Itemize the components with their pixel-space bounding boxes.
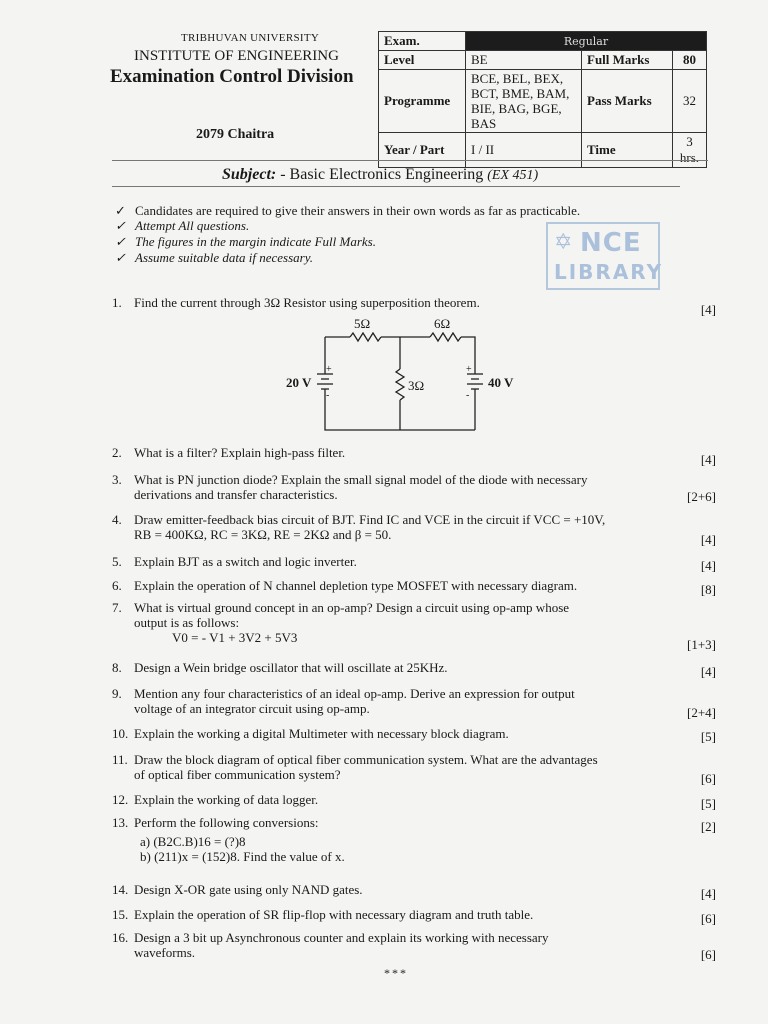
question-item [112,445,677,460]
marks-label: [4] [700,558,716,573]
programme-line: BIE, BAG, BGE, [471,101,562,116]
programme-line: BCE, BEL, BEX, [471,71,564,86]
pass-marks-value: 32 [673,70,707,133]
exam-info-table [378,31,707,168]
question-item [112,930,677,960]
check-icon: ✓ [115,218,126,233]
instruction-item: ✓ Candidates are required to give their answers in their own words as far as practicable. [115,203,581,218]
question-item [112,752,677,782]
label-v2: 40 V [488,375,514,390]
check-icon: ✓ [115,234,126,249]
instruction-item: ✓ The figures in the margin indicate Full Marks. [115,234,376,249]
institute-name: INSTITUTE OF ENGINEERING [134,48,339,64]
question-text: Explain the operation of SR flip-flop with necessary diagram and truth table. [134,907,534,922]
question-text: Explain the operation of N channel depletion type MOSFET with necessary diagram. [134,578,578,593]
resistor-3ohm [396,369,404,400]
question-text: Explain the working a digital Multimeter with necessary block diagram. [134,726,509,741]
question-text: RB = 400KΩ, RC = 3KΩ, RE = 2KΩ and β = 50. [134,527,392,542]
question-text: output is as follows: [134,615,240,630]
programme-line: BAS [471,116,497,131]
pass-marks-label: Pass Marks [582,70,673,133]
minus-sign: - [466,390,470,401]
question-number: 14. [112,882,129,897]
year-part-value: I / II [466,133,582,168]
question-text: Draw emitter-feedback bias circuit of BJT. Find IC and VCE in the circuit if VCC = +10V, [134,512,606,527]
library-stamp [546,222,664,290]
marks-label: [6] [700,947,716,962]
question-number: 10. [112,726,129,741]
division-name: Examination Control Division [110,66,354,87]
check-icon: ✓ [115,250,126,265]
question-item [112,882,677,897]
programme-label: Programme [379,70,466,133]
question-text: What is a filter? Explain high-pass filter. [134,445,346,460]
instruction-item: ✓ Assume suitable data if necessary. [115,250,314,265]
question-text: Explain BJT as a switch and logic inverter. [134,554,357,569]
question-text: a) (B2C.B)16 = (?)8 [140,834,246,849]
question-item [112,295,677,310]
full-marks-value: 80 [673,51,707,70]
question-item [112,686,677,716]
marks-label: [2] [700,819,716,834]
exam-label: Exam. [379,32,466,51]
marks-label: [4] [700,664,716,679]
question-text: Mention any four characteristics of an ideal op-amp. Derive an expression for output [134,686,575,701]
question-text: Perform the following conversions: [134,815,319,830]
question-number: 5. [112,554,122,569]
question-number: 7. [112,600,122,615]
question-item [112,578,677,593]
question-item [112,600,677,645]
level-value: BE [466,51,582,70]
programme-list [466,70,582,133]
question-item [112,726,677,741]
star-icon: ✡ [554,230,573,255]
subject-name: - Basic Electronics Engineering [280,166,484,183]
marks-label: [2+6] [687,489,716,504]
question-text: V0 = - V1 + 3V2 + 5V3 [172,630,298,645]
marks-label: [4] [700,886,716,901]
question-number: 1. [112,295,122,310]
marks-label: [8] [700,582,716,597]
university-name: TRIBHUVAN UNIVERSITY [181,32,320,44]
plus-sign: + [326,364,332,375]
question-item [112,815,677,864]
label-v1: 20 V [286,375,312,390]
marks-label: [4] [700,532,716,547]
question-item [112,472,677,502]
marks-label: [2+4] [687,705,716,720]
label-r3: 3Ω [408,378,425,393]
subject-label: Subject: [222,166,277,183]
subject-code: (EX 451) [487,168,539,183]
question-number: 3. [112,472,122,487]
time-value: 3 hrs. [673,133,707,168]
divider [112,160,708,161]
marks-label: [4] [700,302,716,317]
question-text: What is PN junction diode? Explain the small signal model of the diode with necessary [134,472,588,487]
wire [461,337,475,367]
level-label: Level [379,51,466,70]
question-number: 8. [112,660,122,675]
minus-sign: - [326,390,330,401]
question-number: 16. [112,930,129,945]
question-number: 6. [112,578,122,593]
divider [112,186,680,187]
question-number: 15. [112,907,129,922]
question-text: Design a Wein bridge oscillator that will oscillate at 25KHz. [134,660,448,675]
question-item [112,792,677,807]
marks-label: [4] [700,452,716,467]
marks-label: [1+3] [687,637,716,652]
stamp-top-text: NCE [580,228,642,258]
question-text: voltage of an integrator circuit using op-amp. [134,701,370,716]
question-text: of optical fiber communication system? [134,767,341,782]
plus-sign: + [466,364,472,375]
instruction-item: ✓ Attempt All questions. [115,218,250,233]
question-text: b) (211)x = (152)8. Find the value of x. [140,849,345,864]
question-text: Design X-OR gate using only NAND gates. [134,882,363,897]
question-item [112,512,677,542]
circuit-diagram [280,312,540,442]
question-number: 12. [112,792,129,807]
subject-line [222,166,538,184]
programme-line: BCT, BME, BAM, [471,86,570,101]
question-number: 13. [112,815,129,830]
question-number: 2. [112,445,122,460]
exam-type-value: Regular [466,32,707,51]
label-r1: 5Ω [354,316,371,331]
question-text: waveforms. [134,945,196,960]
end-marker: *** [384,966,408,980]
check-icon: ✓ [115,203,126,218]
question-text: Draw the block diagram of optical fiber communication system. What are the advantages [134,752,598,767]
stamp-bottom-text: LIBRARY [554,260,664,284]
question-text: What is virtual ground concept in an op-amp? Design a circuit using op-amp whose [134,600,570,615]
question-text: derivations and transfer characteristics. [134,487,338,502]
full-marks-label: Full Marks [582,51,673,70]
resistor-5ohm [350,333,381,341]
marks-label: [5] [700,729,716,744]
question-number: 4. [112,512,122,527]
question-item [112,660,677,675]
time-label: Time [582,133,673,168]
label-r2: 6Ω [434,316,451,331]
question-number: 11. [112,752,128,767]
question-item [112,907,677,922]
year-part-label: Year / Part [379,133,466,168]
marks-label: [5] [700,796,716,811]
question-text: Explain the working of data logger. [134,792,319,807]
resistor-6ohm [430,333,461,341]
question-text: Design a 3 bit up Asynchronous counter and explain its working with necessary [134,930,549,945]
question-number: 9. [112,686,122,701]
question-item [112,554,677,569]
marks-label: [6] [700,911,716,926]
question-text: Find the current through 3Ω Resistor using superposition theorem. [134,295,480,310]
marks-label: [6] [700,771,716,786]
exam-session: 2079 Chaitra [196,127,275,142]
